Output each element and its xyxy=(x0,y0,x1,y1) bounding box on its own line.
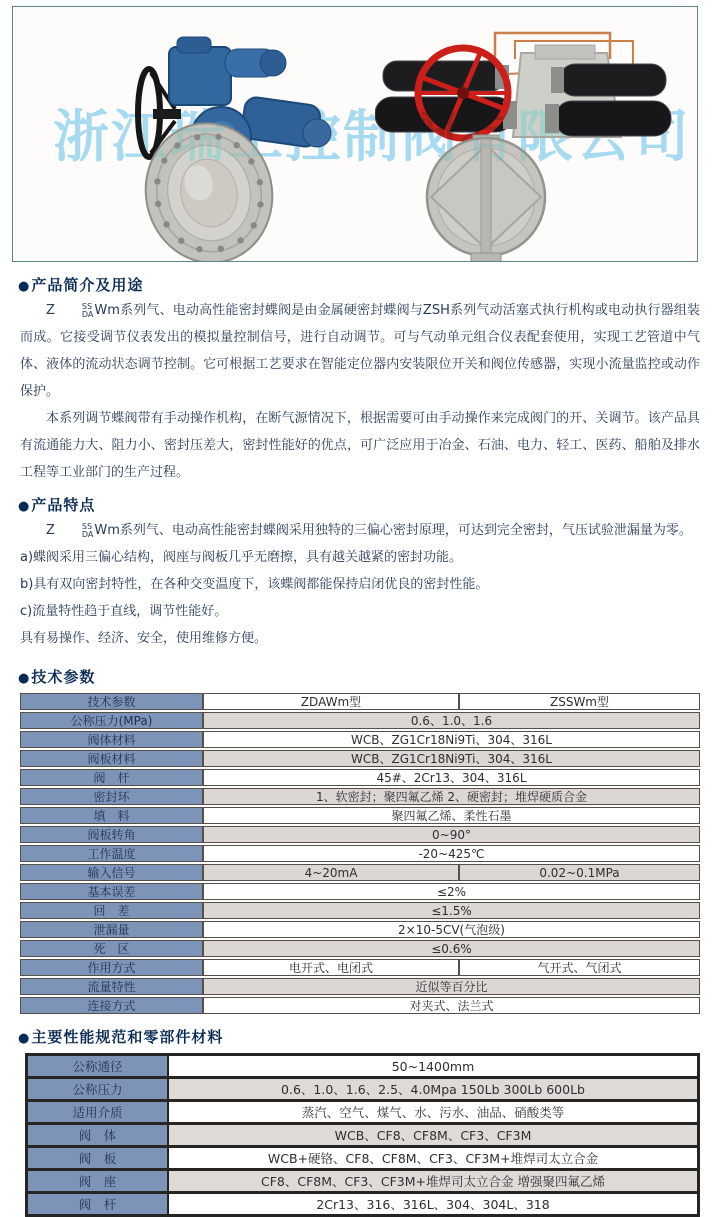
header-col-zdawm: ZDAWm型 xyxy=(203,693,459,710)
row-value: 蒸汽、空气、煤气、水、污水、油品、硝酸类等 xyxy=(169,1102,697,1122)
table-row xyxy=(20,807,700,824)
table-row xyxy=(28,1168,697,1191)
company-watermark: 浙江瑞工控制阀有限公司 xyxy=(53,105,691,170)
header-col-zsswm: ZSSWm型 xyxy=(459,693,700,710)
spec-materials-table xyxy=(25,1053,700,1217)
row-label: 工作温度 xyxy=(20,845,203,862)
intro-paragraph-2: 本系列调节蝶阀带有手动操作机构，在断气源情况下，根据需要可由手动操作来完成阀门的开、关调节。该产品具有流通能力大、阻力小、密封压差大，密封性能好的优点，可广泛应用于冶金、石油、电力、轻工、医药、船舶及排水工程等工业部门的生产过程。 xyxy=(20,411,700,480)
table-row xyxy=(20,883,700,900)
row-value: 1、软密封；聚四氟乙烯 2、硬密封；堆焊硬质合金 xyxy=(203,788,700,805)
row-label: 适用介质 xyxy=(28,1102,169,1122)
section-title-tech: ●技术参数 xyxy=(18,668,96,686)
bullet-icon: ● xyxy=(18,499,31,514)
table-row xyxy=(28,1099,697,1122)
row-value: 气开式、气闭式 xyxy=(459,959,700,976)
table-row xyxy=(20,769,700,786)
bullet-icon: ● xyxy=(18,1031,31,1046)
row-label: 回 差 xyxy=(20,902,203,919)
model-code: Z SS DA xyxy=(46,301,94,319)
row-label: 公称通径 xyxy=(28,1056,169,1076)
row-label: 阀体材料 xyxy=(20,731,203,748)
document-body xyxy=(0,266,720,1217)
header-label: 技术参数 xyxy=(20,693,203,710)
row-label: 流量特性 xyxy=(20,978,203,995)
intro-paragraph-1: Z SS DA Wm系列气、电动高性能密封蝶阀是由金属硬密封蝶阀与ZSH系列气动活塞式执行机构或电动执行器组装而成。它接受调节仪表发出的模拟量控制信号，进行自动调节。可与气动单元组合仪表配套使用，实现工艺管道中气体、液体的流动状态调节控制。它可根据工艺要求在智能定位器内安装限位开关和阀位传感器，实现小流量监控或动作保护。 xyxy=(20,301,700,399)
row-value: 近似等百分比 xyxy=(203,978,700,995)
row-label: 作用方式 xyxy=(20,959,203,976)
table-row xyxy=(28,1145,697,1168)
section-title-spec: ●主要性能规范和零部件材料 xyxy=(18,1028,224,1046)
row-label: 连接方式 xyxy=(20,997,203,1014)
electric-valve-photo xyxy=(113,21,348,261)
row-value: ≤0.6% xyxy=(203,940,700,957)
table-header-row xyxy=(20,693,700,710)
row-label: 基本误差 xyxy=(20,883,203,900)
row-label: 输入信号 xyxy=(20,864,203,881)
row-value: WCB、ZG1Cr18Ni9Ti、304、316L xyxy=(203,750,700,767)
row-value: 2×10-5CV(气泡级) xyxy=(203,921,700,938)
row-value: 0~90° xyxy=(203,826,700,843)
tech-parameters-table xyxy=(20,693,700,1014)
row-label: 泄漏量 xyxy=(20,921,203,938)
pneumatic-valve-photo xyxy=(375,19,685,262)
row-value: 4~20mA xyxy=(203,864,459,881)
table-row xyxy=(20,864,700,881)
row-value: WCB+硬铬、CF8、CF8M、CF3、CF3M+堆焊司太立合金 xyxy=(169,1148,697,1168)
table-row xyxy=(20,788,700,805)
table-row xyxy=(20,750,700,767)
row-label: 公称压力(MPa) xyxy=(20,712,203,729)
row-value: 0.6、1.0、1.6 xyxy=(203,712,700,729)
section-title-features: ●产品特点 xyxy=(18,496,96,514)
table-row xyxy=(28,1056,697,1076)
table-row xyxy=(20,959,700,976)
table-row xyxy=(20,997,700,1014)
row-label: 阀 杆 xyxy=(20,769,203,786)
row-value: WCB、ZG1Cr18Ni9Ti、304、316L xyxy=(203,731,700,748)
table-row xyxy=(28,1076,697,1099)
feature-item: a)蝶阀采用三偏心结构，阀座与阀板几乎无磨擦，具有越关越紧的密封功能。 xyxy=(20,550,463,565)
row-label: 填 料 xyxy=(20,807,203,824)
row-value: WCB、CF8、CF8M、CF3、CF3M xyxy=(169,1125,697,1145)
bullet-icon: ● xyxy=(18,671,31,686)
row-value: 50~1400mm xyxy=(169,1056,697,1076)
table-row xyxy=(20,940,700,957)
row-label: 死 区 xyxy=(20,940,203,957)
row-label: 公称压力 xyxy=(28,1079,169,1099)
table-row xyxy=(28,1122,697,1145)
row-label: 阀板转角 xyxy=(20,826,203,843)
row-value: 0.6、1.0、1.6、2.5、4.0Mpa 150Lb 300Lb 600Lb xyxy=(169,1079,697,1099)
table-row xyxy=(20,826,700,843)
row-value: 对夹式、法兰式 xyxy=(203,997,700,1014)
row-value: 2Cr13、316、316L、304、304L、318 xyxy=(169,1194,697,1214)
row-label: 阀 体 xyxy=(28,1125,169,1145)
table-row xyxy=(28,1191,697,1214)
bullet-icon: ● xyxy=(18,279,31,294)
section-title-intro: ●产品简介及用途 xyxy=(18,276,144,294)
row-value: ≤2% xyxy=(203,883,700,900)
table-row xyxy=(20,978,700,995)
row-value: -20~425℃ xyxy=(203,845,700,862)
table-row xyxy=(20,845,700,862)
table-row xyxy=(20,902,700,919)
row-label: 阀 板 xyxy=(28,1148,169,1168)
feature-item: 具有易操作、经济、安全，使用维修方便。 xyxy=(20,631,268,646)
table-row xyxy=(20,921,700,938)
table-row xyxy=(20,731,700,748)
row-value: CF8、CF8M、CF3、CF3M+堆焊司太立合金 增强聚四氟乙烯 xyxy=(169,1171,697,1191)
row-label: 阀 杆 xyxy=(28,1194,169,1214)
row-value: 0.02~0.1MPa xyxy=(459,864,700,881)
row-label: 阀 座 xyxy=(28,1171,169,1191)
features-intro: Z SS DA Wm系列气、电动高性能密封蝶阀采用独特的三偏心密封原理，可达到完全密封，气压试验泄漏量为零。 xyxy=(46,521,692,539)
row-value: 电开式、电闭式 xyxy=(203,959,459,976)
product-photo-panel xyxy=(12,6,698,262)
feature-item: c)流量特性趋于直线，调节性能好。 xyxy=(20,604,228,619)
row-value: 45#、2Cr13、304、316L xyxy=(203,769,700,786)
row-value: 聚四氟乙烯、柔性石墨 xyxy=(203,807,700,824)
row-value: ≤1.5% xyxy=(203,902,700,919)
model-code: Z SS DA xyxy=(46,521,94,539)
row-label: 阀板材料 xyxy=(20,750,203,767)
row-label: 密封环 xyxy=(20,788,203,805)
table-row xyxy=(20,712,700,729)
feature-item: b)具有双向密封特性，在各种交变温度下，该蝶阀都能保持启闭优良的密封性能。 xyxy=(20,577,489,592)
